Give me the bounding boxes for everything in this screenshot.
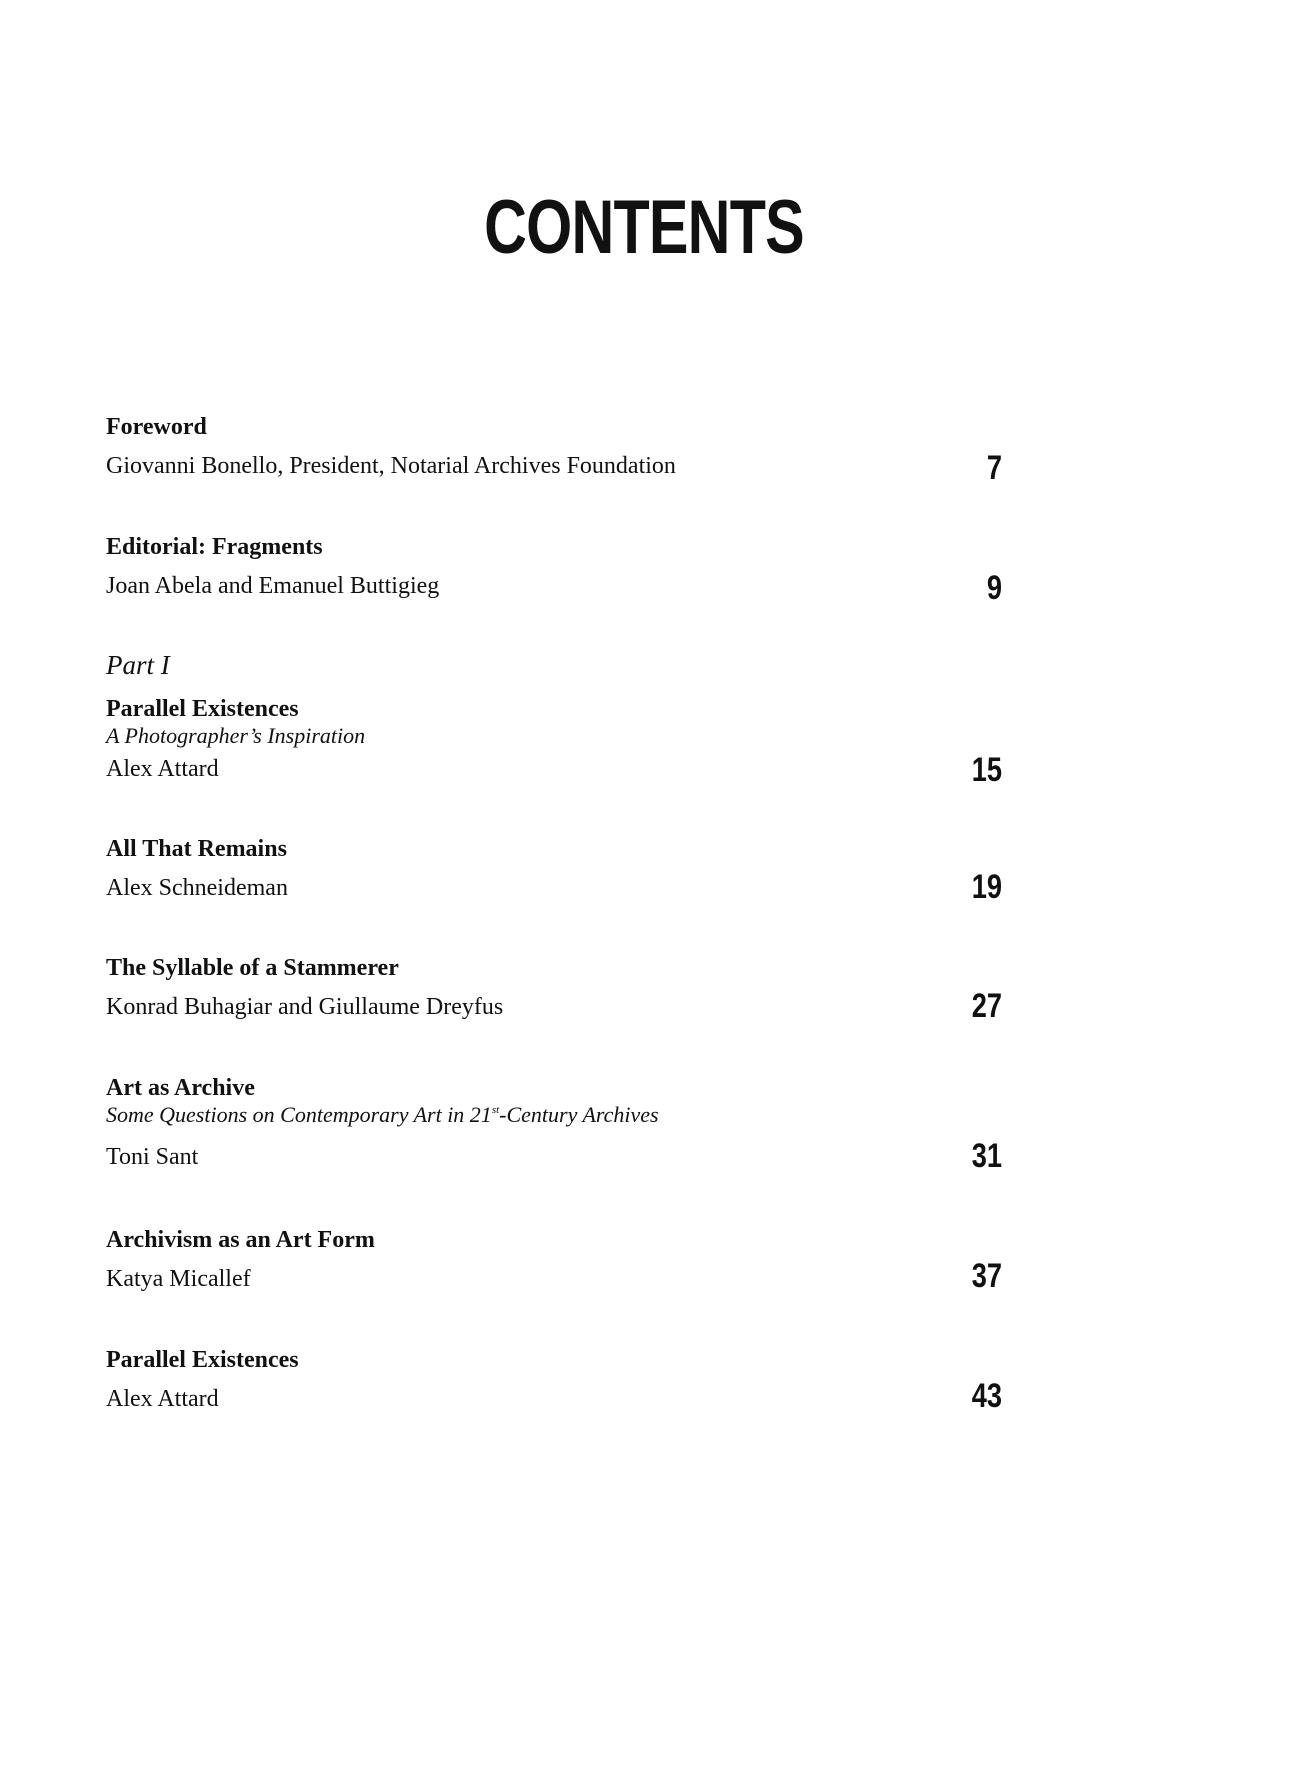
entry-page-number: 15 [971, 751, 1002, 789]
entry-author: Giovanni Bonello, President, Notarial Archives Foundation [106, 453, 676, 479]
entry-author: Alex Attard [106, 1386, 219, 1412]
part-label: Part I [106, 650, 170, 680]
toc-entry-archivism-as-an-art-form[interactable] [106, 1226, 1006, 1293]
entry-title: The Syllable of a Stammerer [106, 955, 399, 981]
entry-title: Editorial: Fragments [106, 534, 323, 560]
toc-entry-foreword[interactable] [106, 413, 1006, 480]
toc-entry-parallel-existences[interactable] [106, 695, 1006, 783]
entry-title: Art as Archive [106, 1075, 255, 1101]
entry-title: Parallel Existences [106, 1347, 299, 1373]
entry-page-number: 19 [971, 868, 1002, 906]
entry-subtitle: A Photographer’s Inspiration [106, 723, 366, 748]
entry-subtitle-superscript: st [491, 1104, 500, 1116]
entry-subtitle-text: Some Questions on Contemporary Art in 21 [106, 1102, 492, 1127]
entry-author: Konrad Buhagiar and Giullaume Dreyfus [106, 994, 504, 1020]
entry-author: Toni Sant [106, 1144, 199, 1170]
toc-entry-parallel-existences-2[interactable] [106, 1346, 1006, 1413]
entry-title: Archivism as an Art Form [106, 1227, 375, 1253]
entry-page-number: 9 [986, 569, 1002, 607]
entry-page-number: 31 [971, 1137, 1002, 1175]
entry-author: Alex Schneideman [106, 875, 288, 901]
entry-author: Joan Abela and Emanuel Buttigieg [106, 573, 440, 599]
entry-page-number: 27 [971, 987, 1002, 1025]
entry-page-number: 7 [986, 449, 1002, 487]
page-title: CONTENTS [484, 185, 804, 270]
toc-entry-syllable-of-a-stammerer[interactable] [106, 954, 1006, 1021]
toc-entry-editorial[interactable] [106, 533, 1006, 600]
entry-title: Parallel Existences [106, 696, 299, 722]
entry-page-number: 37 [971, 1257, 1002, 1295]
entry-author: Katya Micallef [106, 1266, 251, 1292]
entry-author: Alex Attard [106, 756, 219, 782]
entry-subtitle [106, 1102, 1006, 1128]
entry-page-number: 43 [971, 1377, 1002, 1415]
entry-title: Foreword [106, 414, 207, 440]
entry-subtitle-text: -Century Archives [499, 1102, 659, 1127]
toc-entry-art-as-archive[interactable] [106, 1074, 1006, 1171]
toc-entry-all-that-remains[interactable] [106, 835, 1006, 902]
entry-title: All That Remains [106, 836, 287, 862]
